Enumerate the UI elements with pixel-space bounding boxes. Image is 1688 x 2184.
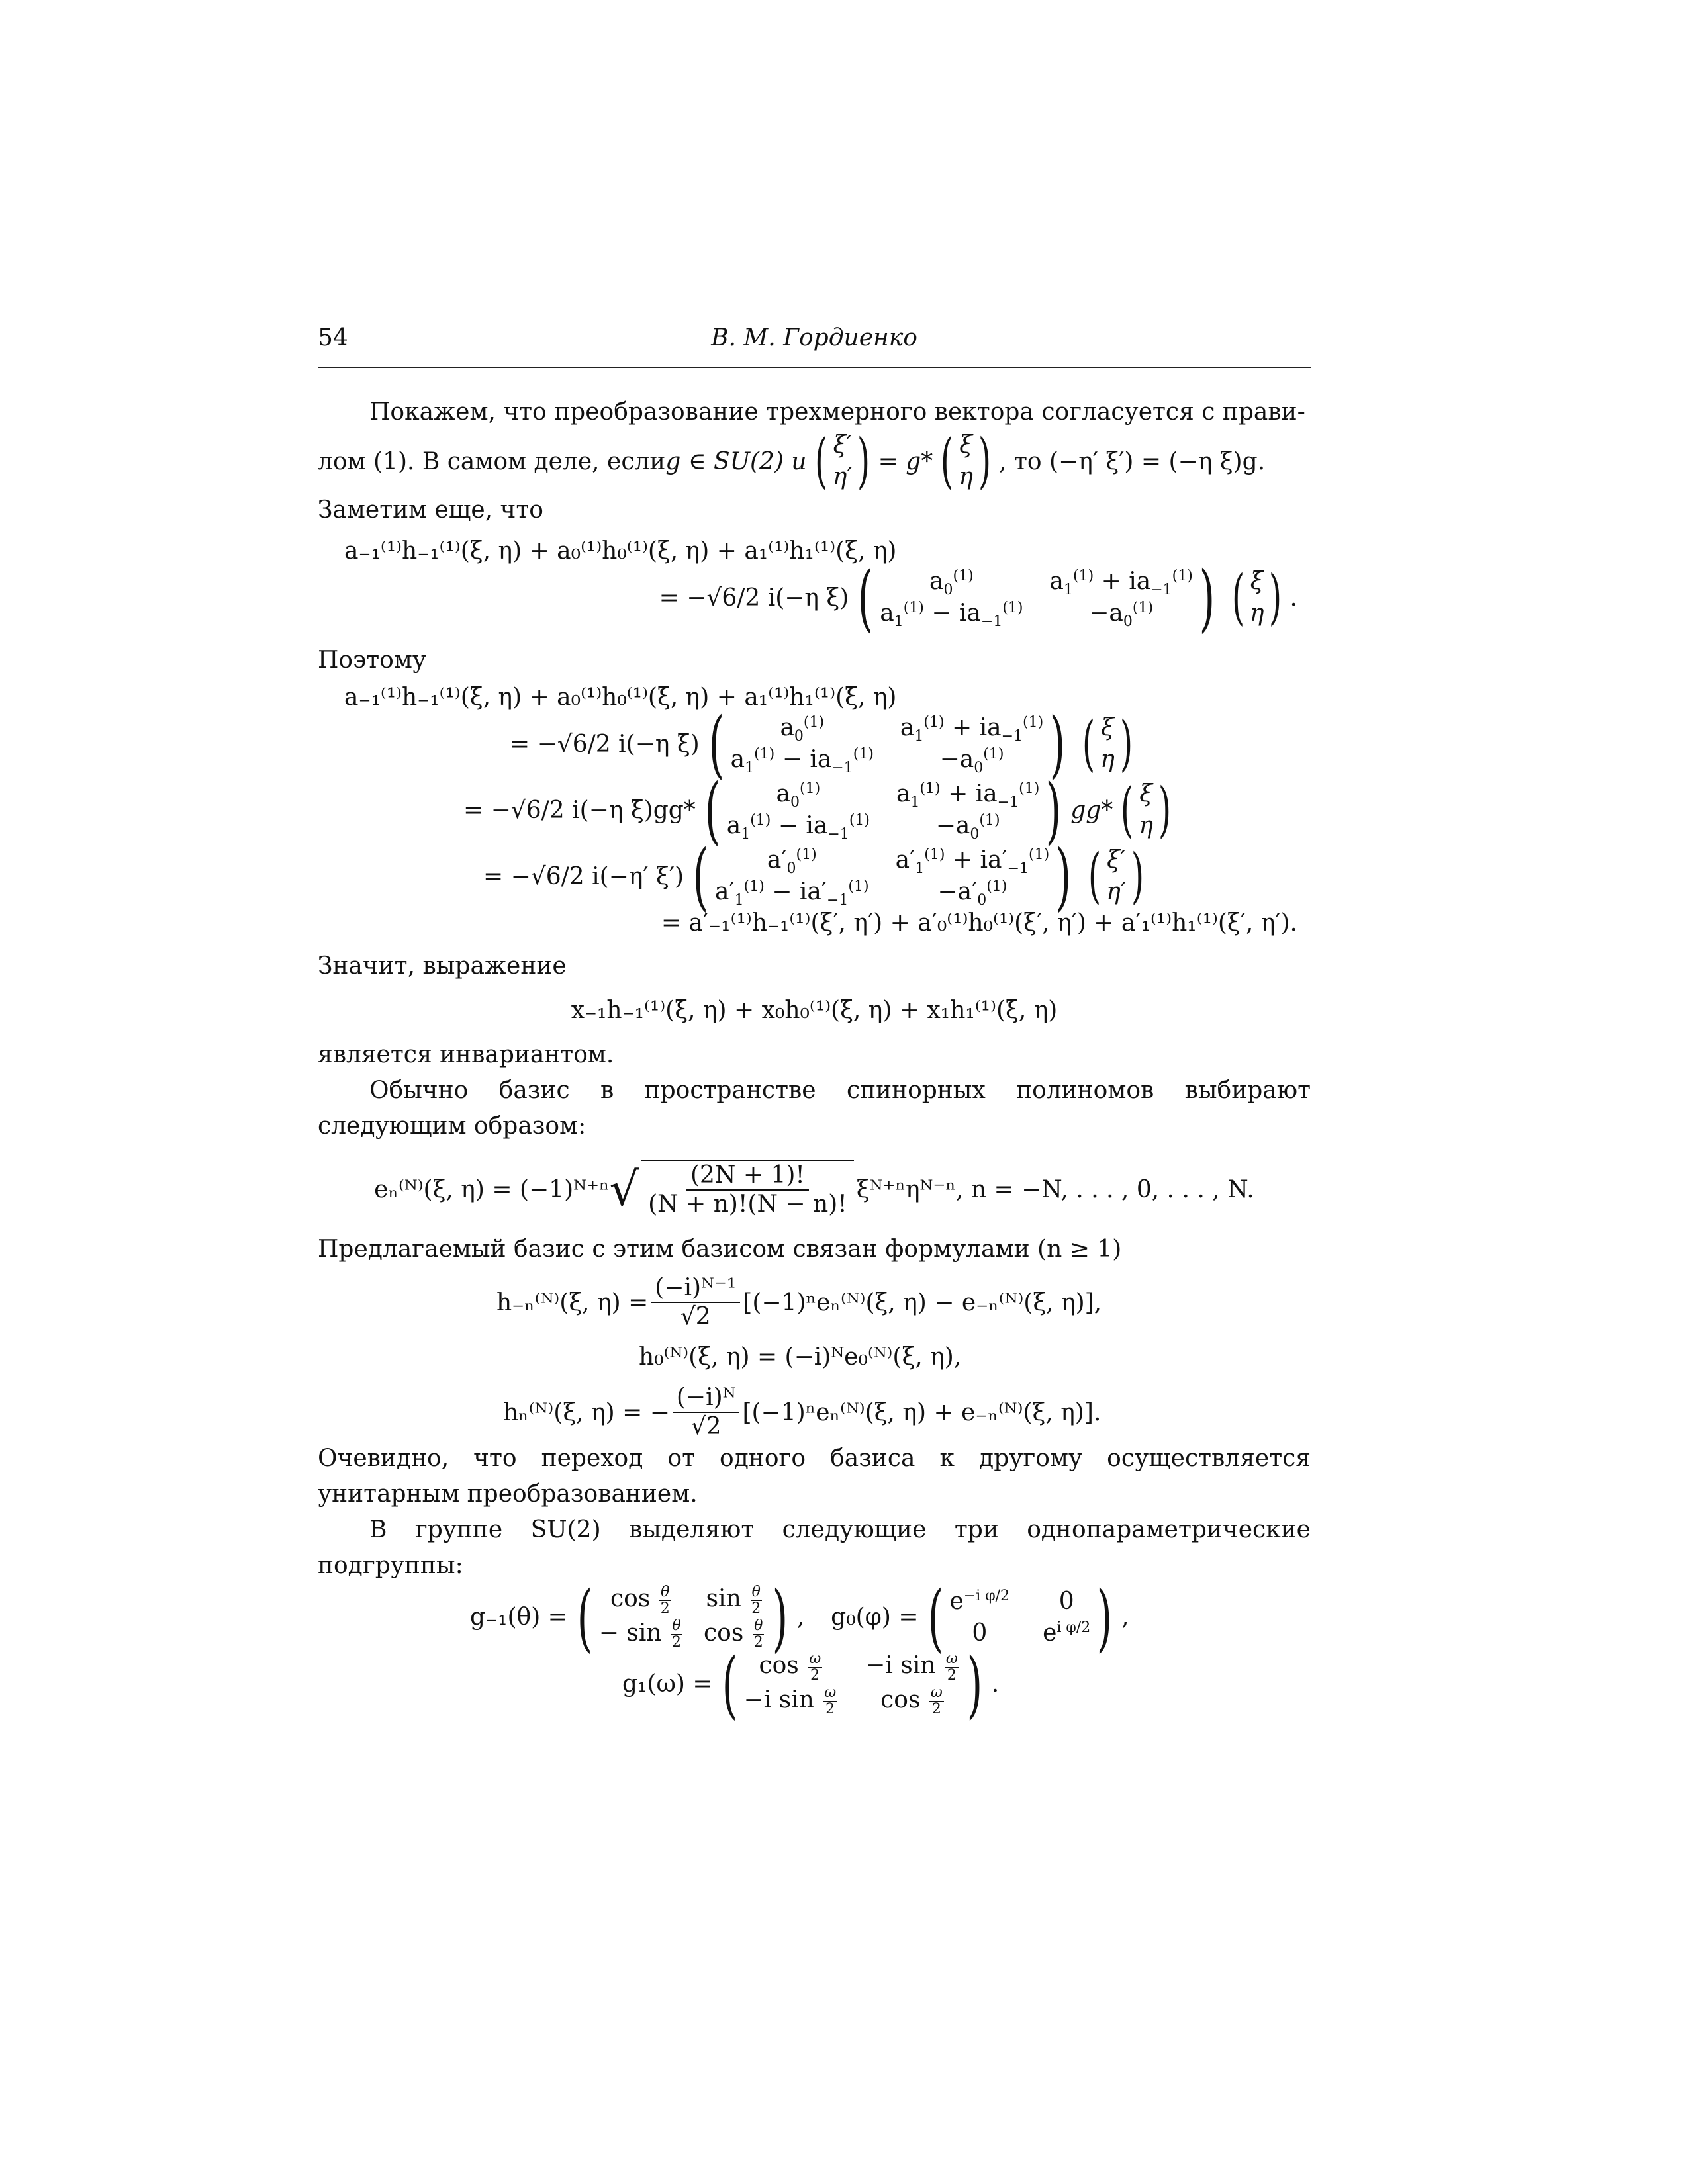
h-minus-rhs: [(−1)ⁿeₙ⁽ᴺ⁾(ξ, η) − e₋ₙ⁽ᴺ⁾(ξ, η)], [743,1289,1102,1316]
eq1-lhs: a₋₁⁽¹⁾h₋₁⁽¹⁾(ξ, η) + a₀⁽¹⁾h₀⁽¹⁾(ξ, η) + a₁⁽¹⁾h₁⁽¹⁾(ξ, η) [344,537,897,565]
eq2-final: = a′₋₁⁽¹⁾h₋₁⁽¹⁾(ξ′, η′) + a′₀⁽¹⁾h₀⁽¹⁾(ξ′, η′) + a′₁⁽¹⁾h₁⁽¹⁾(ξ′, η′). [661,909,1297,936]
running-title: В. М. Гордиенко [711,324,917,351]
running-header [318,324,1311,368]
eq2-line2: = −√6/2 i(−η ξ)gg* ( $a_0^{(1)}$ $a_1^{(1)} + ia_{-1}^{(1)}$ $a_1^{(1)} - ia_{-1}^{(1)}$ $-a_0^{(1)}$ ) gg* ( ξ η ) [318,777,1311,843]
subgroups [318,1574,1311,1727]
h-plus-lhs: hₙ⁽ᴺ⁾(ξ, η) = − [503,1398,670,1426]
equation-block-2 [318,684,1311,936]
basis-den: (N + n)!(N − n)! [648,1191,847,1218]
g-one-matrix: ( cos $\frac{\omega}{2}$ −i sin $\frac{\omega}{2}$ −i sin $\frac{\omega}{2}$ cos $\frac{\omega}{2}$ ) [722,1641,983,1727]
eq1-rhs: = −√6/2 i(−η ξ) ( $a_0^{(1)}$ $a_1^{(1)} + ia_{-1}^{(1)}$ $a_1^{(1)} - ia_{-1}^{(1)}$ $-a_0^{(1)}$ ) ( ξ η ) . [659,555,1297,640]
h-minus-frac [651,1274,740,1331]
basis-lhs: eₙ⁽ᴺ⁾(ξ, η) = (−1)ᴺ⁺ⁿ [374,1175,610,1203]
matrix-a-3: ( $a_0^{(1)}$ $a_1^{(1)} + ia_{-1}^{(1)}$ $a_1^{(1)} - ia_{-1}^{(1)}$ $-a_0^{(1)}$ ) [704,768,1062,852]
znachit: Значит, выражение [318,952,567,979]
basis-num: (2N + 1)! [686,1161,809,1191]
paragraph-2: Обычно базис в пространстве спинорных полиномов выбирают следующим образом: [318,1077,1311,1140]
vector-xi-eta: ( ξ η ) [1231,563,1282,632]
paragraph-3: Предлагаемый базис с этим базисом связан формулами (n ≥ 1) [318,1236,1122,1263]
eq2-coef3: = −√6/2 i(−η′ ξ′) [483,862,684,890]
g-zero-matrix: ( $e^{-i \varphi/2}$ 0 0 $e^{i \varphi/2}$ ) [927,1574,1113,1660]
subgroup-row-2: g₁(ω) = ( cos $\frac{\omega}{2}$ −i sin $\frac{\omega}{2}$ −i sin $\frac{\omega}{2}$ cos $\frac{\omega}{2}$ ) . [622,1641,1000,1727]
paragraph-4: Очевидно, что переход от одного базиса к другому осуществляется унитарным преобразованием. [318,1445,1311,1508]
vector-xi-eta-2: ( ξ η ) [1082,709,1133,778]
paragraph-1b [318,426,1311,496]
invariant-expression: x₋₁h₋₁⁽¹⁾(ξ, η) + x₀h₀⁽¹⁾(ξ, η) + x₁h₁⁽¹⁾(ξ, η) [571,997,1058,1024]
invariant-text: является инвариантом. [318,1041,614,1068]
matrix-a-2: ( $a_0^{(1)}$ $a_1^{(1)} + ia_{-1}^{(1)}$ $a_1^{(1)} - ia_{-1}^{(1)}$ $-a_0^{(1)}$ ) [708,702,1066,786]
p1b-eq: = g* [878,447,933,475]
basis-tail: ξᴺ⁺ⁿηᴺ⁻ⁿ, n = −N, . . . , 0, . . . , N. [856,1175,1254,1203]
g-minus1-lhs: g₋₁(θ) = [470,1604,568,1631]
h-plus-den: √2 [690,1413,722,1440]
h-zero-formula: h₀⁽ᴺ⁾(ξ, η) = (−i)ᴺe₀⁽ᴺ⁾(ξ, η), [639,1343,962,1371]
paper-page [318,324,1311,1727]
g-minus1-matrix: ( cos $\frac{\theta}{2}$ sin $\frac{\theta}{2}$ − sin $\frac{\theta}{2}$ cos $\frac{\theta}{2}$ ) [577,1574,788,1660]
paragraph-1c: Заметим еще, что [318,496,543,523]
vector-prime: ( ξ′ η′ ) [814,426,870,496]
h-minus-den: √2 [680,1303,711,1330]
p1b-group: g ∈ SU(2) и [665,447,807,475]
paragraph-1a: Покажем, что преобразование трехмерного вектора согласуется с прави- [369,398,1305,426]
h-minus-lhs: h₋ₙ⁽ᴺ⁾(ξ, η) = [496,1289,649,1316]
h-minus-num: (−i)ᴺ⁻¹ [651,1274,740,1303]
h-plus-num: (−i)ᴺ [673,1384,740,1413]
p1b-start: лом (1). В самом деле, если [318,447,666,475]
h-formulas [318,1274,1311,1441]
matrix-a-prime: ( $a'_0^{(1)}$ $a'_1^{(1)} + ia'_{-1}^{(1)}$ $a'_1^{(1)} - ia'_{-1}^{(1)}$ $-a'_0^{(1)}$ ) [692,834,1072,919]
h-plus-formula [318,1384,1311,1441]
eq2-coef2: = −√6/2 i(−η ξ)gg* [463,796,696,824]
eq2-line1 [318,702,1311,786]
matrix-a: ( $a_0^{(1)}$ $a_1^{(1)} + ia_{-1}^{(1)}$ $a_1^{(1)} - ia_{-1}^{(1)}$ $-a_0^{(1)}$ ) [857,555,1215,640]
page-number: 54 [318,324,348,351]
basis-formula: eₙ⁽ᴺ⁾(ξ, η) = (−1)ᴺ⁺ⁿ √ $\frac{(2N + 1)!}{(N + n)!(N - n)!}$ ξᴺ⁺ⁿηᴺ⁻ⁿ, n = −N, . . . , 0, . . . , N. [374,1161,1254,1218]
eq2-coef1: = −√6/2 i(−η ξ) [510,730,700,758]
h-plus-rhs: [(−1)ⁿeₙ⁽ᴺ⁾(ξ, η) + e₋ₙ⁽ᴺ⁾(ξ, η)]. [742,1398,1102,1426]
eq2-lhs: a₋₁⁽¹⁾h₋₁⁽¹⁾(ξ, η) + a₀⁽¹⁾h₀⁽¹⁾(ξ, η) + a₁⁽¹⁾h₁⁽¹⁾(ξ, η) [344,684,897,711]
paragraph-5: В группе SU(2) выделяют следующие три однопараметрические подгруппы: [318,1516,1311,1579]
subgroup-row-1: g₋₁(θ) = ( cos $\frac{\theta}{2}$ sin $\frac{\theta}{2}$ − sin $\frac{\theta}{2}$ cos $\frac{\theta}{2}$ ) , g₀(φ) = ( $e^{-i \varphi/2}$ 0 0 $e^{i \varphi/2}$ ) , [470,1574,1129,1660]
vector-xi-eta-3: ( ξ η ) [1121,775,1172,844]
vector-prime-2: ( ξ′ η′ ) [1088,841,1145,911]
h-plus-frac [673,1384,740,1441]
eq2-line3 [318,834,1311,919]
poetomu: Поэтому [318,647,427,674]
g-one-lhs: g₁(ω) = [622,1670,713,1698]
p1b-end: , то (−η′ ξ′) = (−η ξ)g. [999,447,1266,475]
vector: ( ξ η ) [941,426,992,496]
g-zero-lhs: g₀(φ) = [831,1604,919,1631]
equation-block-1 [318,537,1311,640]
h-minus-formula [318,1274,1311,1331]
basis-fraction [641,1160,854,1218]
eq1-coef: = −√6/2 i(−η ξ) [659,584,849,612]
